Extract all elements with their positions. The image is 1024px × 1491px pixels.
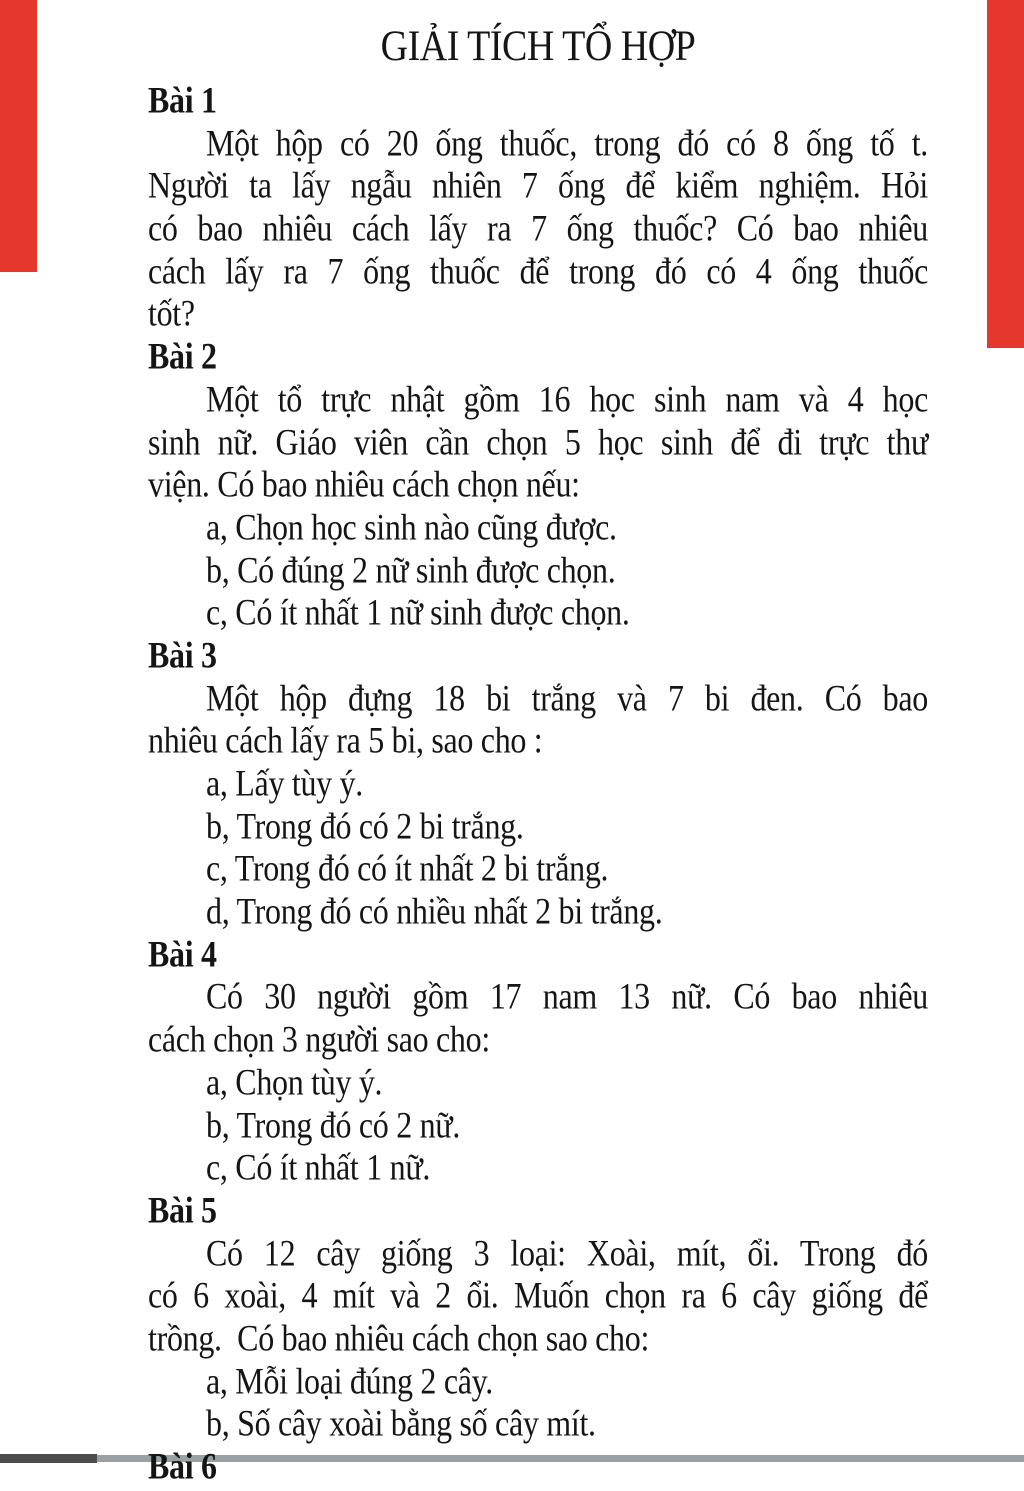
text-line: có bao nhiêu cách lấy ra 7 ống thuốc? Có bao nhiêu [148, 207, 928, 249]
left-margin-red-mark [0, 0, 37, 272]
list-item: b, Trong đó có 2 bi trắng. [206, 804, 524, 847]
text-line: trồng. Có bao nhiêu cách chọn sao cho: [148, 1317, 650, 1359]
section-heading: Bài 4 [148, 932, 217, 975]
list-item: a, Lấy tùy ý. [206, 762, 363, 804]
bottom-divider-bar-dark-segment [0, 1454, 97, 1463]
text-line: cách chọn 3 người sao cho: [148, 1018, 490, 1060]
text-line: Có 30 người gồm 17 nam 13 nữ. Có bao nhiêu [206, 975, 928, 1018]
list-item: c, Trong đó có ít nhất 2 bi trắng. [206, 847, 609, 890]
text-line: Một hộp đựng 18 bi trắng và 7 bi đen. Có bao [206, 676, 928, 719]
list-item: c, Có ít nhất 1 nữ. [206, 1146, 431, 1188]
list-item: c, Có ít nhất 1 nữ sinh được chọn. [206, 591, 630, 633]
section-heading-partial: Bài 6 [148, 1445, 217, 1487]
list-item: a, Chọn học sinh nào cũng được. [206, 506, 617, 548]
right-margin-red-mark [987, 0, 1024, 348]
section-heading: Bài 5 [148, 1189, 217, 1231]
text-line: viện. Có bao nhiêu cách chọn nếu: [148, 463, 580, 505]
text-line: Một hộp có 20 ống thuốc, trong đó có 8 ống tố t. [206, 121, 928, 164]
text-line: nhiêu cách lấy ra 5 bi, sao cho : [148, 719, 543, 761]
section-heading: Bài 1 [148, 79, 217, 121]
document-body [148, 0, 928, 1488]
text-line: cách lấy ra 7 ống thuốc để trong đó có 4 ống thuốc [148, 249, 928, 292]
text-line: Người ta lấy ngẫu nhiên 7 ống để kiểm nghiệm. Hỏi [148, 164, 928, 207]
section-heading: Bài 3 [148, 634, 217, 676]
text-line: Có 12 cây giống 3 loại: Xoài, mít, ổi. Trong đó [206, 1231, 928, 1274]
list-item: d, Trong đó có nhiều nhất 2 bi trắng. [206, 890, 663, 932]
list-item: b, Trong đó có 2 nữ. [206, 1103, 461, 1146]
list-item: a, Chọn tùy ý. [206, 1061, 383, 1103]
list-item: b, Số cây xoài bằng số cây mít. [206, 1402, 596, 1444]
page-title: GIẢI TÍCH TỔ HỢP [380, 21, 696, 71]
list-item: b, Có đúng 2 nữ sinh được chọn. [206, 548, 616, 591]
text-line: có 6 xoài, 4 mít và 2 ổi. Muốn chọn ra 6 cây giống để [148, 1274, 928, 1316]
text-line: Một tổ trực nhật gồm 16 học sinh nam và 4 học [206, 378, 928, 420]
text-line: sinh nữ. Giáo viên cần chọn 5 học sinh để đi trực thư [148, 420, 928, 463]
section-heading: Bài 2 [148, 335, 217, 377]
text-line: tốt? [148, 292, 195, 335]
list-item: a, Mỗi loại đúng 2 cây. [206, 1359, 493, 1402]
